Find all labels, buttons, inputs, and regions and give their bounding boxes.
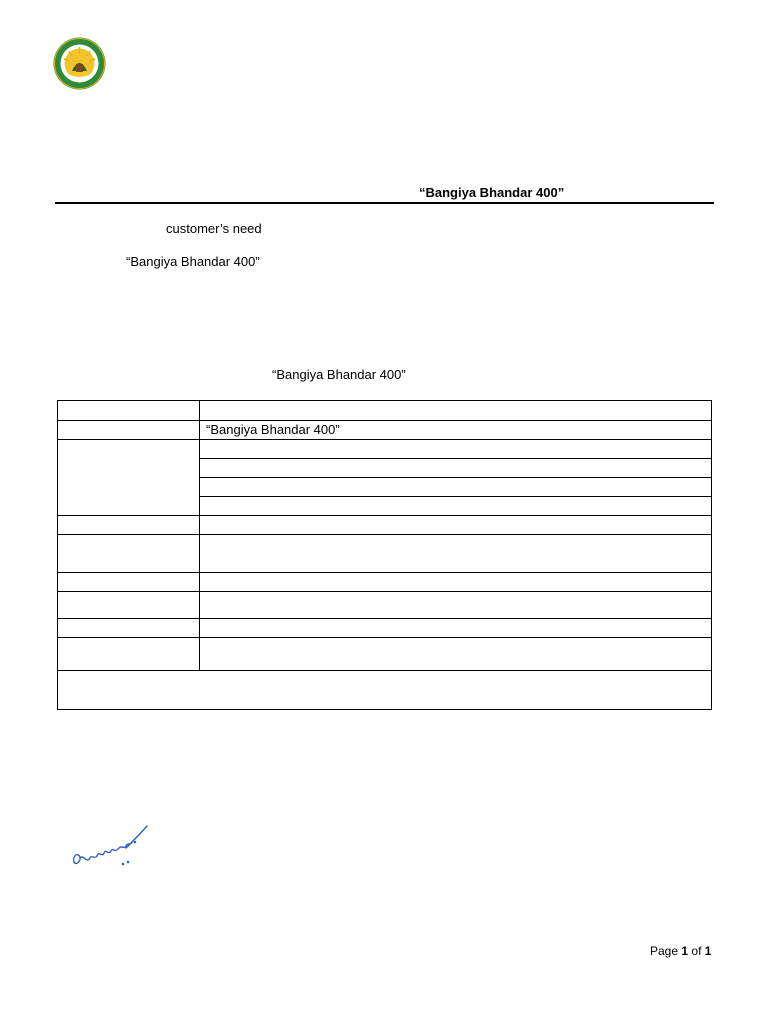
table-cell bbox=[200, 619, 712, 638]
body-text-line: customer’s need bbox=[166, 221, 262, 236]
table-cell bbox=[200, 440, 712, 459]
table-cell bbox=[200, 478, 712, 497]
table-cell bbox=[58, 619, 200, 638]
table-row bbox=[58, 535, 712, 573]
table-cell bbox=[200, 516, 712, 535]
table-cell bbox=[200, 497, 712, 516]
table-cell bbox=[58, 573, 200, 592]
table-cell bbox=[200, 535, 712, 573]
table-cell bbox=[58, 535, 200, 573]
table-cell bbox=[58, 638, 200, 671]
product-name-cell: “Bangiya Bhandar 400” bbox=[200, 421, 712, 440]
document-title: “Bangiya Bhandar 400” bbox=[419, 185, 565, 200]
table-cell bbox=[200, 401, 712, 421]
table-row bbox=[58, 671, 712, 710]
seal-logo-icon bbox=[52, 37, 107, 90]
header-divider bbox=[55, 202, 714, 204]
table-cell bbox=[58, 516, 200, 535]
table-row bbox=[58, 592, 712, 619]
table-cell bbox=[58, 671, 712, 710]
table-cell bbox=[58, 592, 200, 619]
table-row bbox=[58, 573, 712, 592]
table-cell bbox=[58, 440, 200, 516]
table-row bbox=[58, 440, 712, 459]
signature-icon bbox=[68, 822, 150, 874]
table-cell bbox=[58, 401, 200, 421]
body-text-line: “Bangiya Bhandar 400” bbox=[126, 254, 260, 269]
table-row bbox=[58, 638, 712, 671]
product-details-table bbox=[57, 400, 712, 710]
table-cell bbox=[200, 638, 712, 671]
page-number: Page 1 of 1 bbox=[650, 944, 712, 958]
table-row bbox=[58, 421, 712, 440]
table-cell bbox=[200, 459, 712, 478]
table-cell bbox=[200, 573, 712, 592]
table-row bbox=[58, 516, 712, 535]
table-cell bbox=[200, 592, 712, 619]
table-caption: “Bangiya Bhandar 400” bbox=[272, 367, 406, 382]
table-cell bbox=[58, 421, 200, 440]
table-row bbox=[58, 401, 712, 421]
table-row bbox=[58, 619, 712, 638]
